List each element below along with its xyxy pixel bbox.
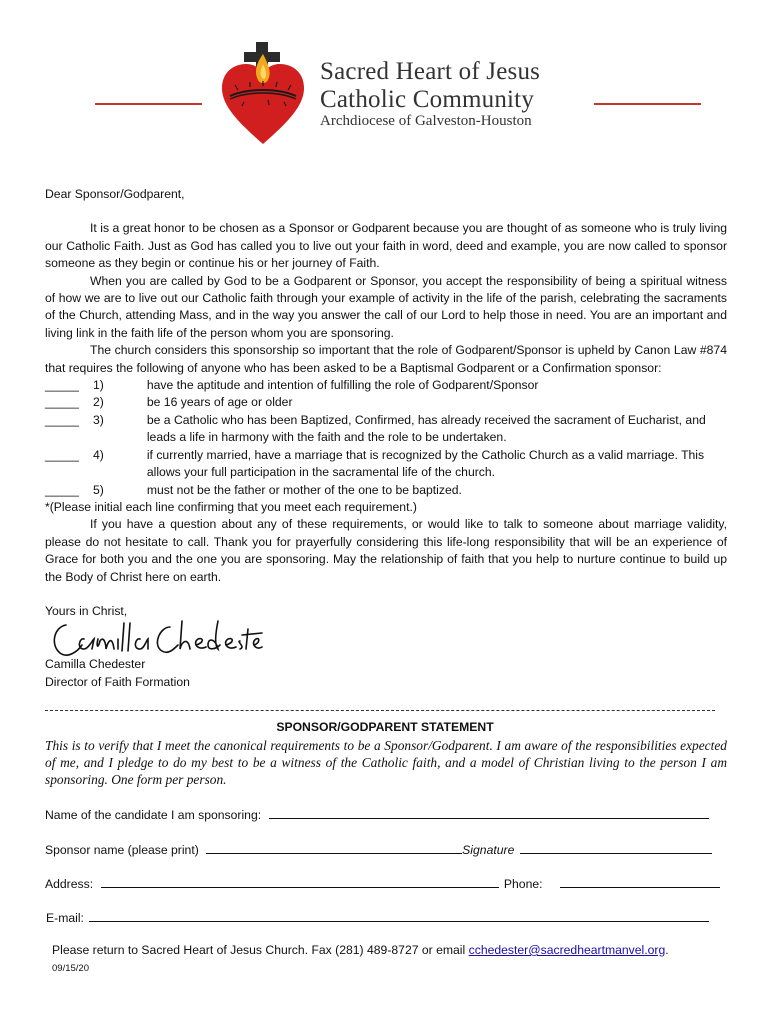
initial-blank[interactable]: _____ bbox=[45, 378, 79, 393]
org-name-line2: Catholic Community bbox=[320, 86, 535, 113]
email-label: E-mail: bbox=[46, 911, 84, 925]
form-date: 09/15/20 bbox=[52, 963, 89, 974]
requirement-text: must not be the father or mother of the one to be baptized. bbox=[146, 482, 462, 497]
candidate-field[interactable] bbox=[269, 805, 709, 819]
initial-blank[interactable]: _____ bbox=[45, 412, 79, 427]
requirement-text: be a Catholic who has been Baptized, Confirmed, has already received the sacrament of Eucharist, and leads a life in harmony with the faith and the role to be undertaken. bbox=[146, 412, 706, 445]
paragraph-4: If you have a question about any of these requirements, or would like to talk to someone about marriage validity, please do not hesitate to call. Thank you for prayerfully considering this life-long responsibility that will be an experience of Grace for both you and the one you are sponsoring. May the relationship of faith that you help to nurture continue to build up the Body of Christ here on earth. bbox=[45, 517, 727, 584]
statement-text: This is to verify that I meet the canonical requirements to be a Sponsor/Godparent. I am aware of the responsibilities expected of me, and I pledge to do my best to be a witness of the Catholic faith, and a model of Christian living to the person I am sponsoring. One form per person. bbox=[45, 738, 727, 787]
return-email-link[interactable]: cchedester@sacredheartmanvel.org bbox=[468, 943, 666, 957]
salutation: Dear Sponsor/Godparent, bbox=[45, 187, 185, 201]
phone-field[interactable] bbox=[560, 874, 720, 888]
requirement-text: if currently married, have a marriage that is recognized by the Catholic Church as a valid marriage. This allows your full participation in the sacramental life of the church. bbox=[146, 447, 705, 480]
requirement-item bbox=[45, 394, 727, 411]
candidate-label: Name of the candidate I am sponsoring: bbox=[45, 808, 262, 822]
sacred-heart-cross-icon bbox=[218, 40, 308, 152]
requirement-text: have the aptitude and intention of fulfilling the role of Godparent/Sponsor bbox=[146, 378, 539, 393]
requirement-number: 2) bbox=[93, 395, 104, 410]
address-row bbox=[45, 874, 720, 891]
signer-title: Director of Faith Formation bbox=[45, 675, 190, 689]
requirement-number: 3) bbox=[93, 412, 104, 427]
email-row bbox=[46, 908, 709, 925]
header-rule-right bbox=[594, 103, 701, 105]
requirement-number: 1) bbox=[93, 378, 104, 393]
paragraph-3: The church considers this sponsorship so important that the role of Godparent/Sponsor is upheld by Canon Law #874 that requires the following of anyone who has been asked to be a Baptismal Godparent or a Confirmation sponsor: bbox=[45, 343, 727, 375]
sponsor-label: Sponsor name (please print) bbox=[45, 843, 199, 857]
initial-blank[interactable]: _____ bbox=[45, 482, 79, 497]
signature-image bbox=[48, 615, 263, 661]
requirement-number: 4) bbox=[93, 447, 104, 462]
phone-label: Phone: bbox=[503, 877, 543, 891]
initial-note: *(Please initial each line confirming that you meet each requirement.) bbox=[45, 499, 417, 514]
sponsor-row bbox=[45, 840, 712, 857]
address-field[interactable] bbox=[101, 874, 499, 888]
initial-blank[interactable]: _____ bbox=[45, 447, 79, 462]
address-label: Address: bbox=[45, 877, 94, 891]
sponsor-name-field[interactable] bbox=[206, 840, 462, 854]
org-archdiocese: Archdiocese of Galveston-Houston bbox=[320, 113, 532, 129]
cut-line bbox=[45, 710, 715, 711]
signature-label: Signature bbox=[462, 843, 515, 857]
initial-blank[interactable]: _____ bbox=[45, 395, 79, 410]
requirement-item bbox=[45, 447, 727, 482]
closing: Yours in Christ, bbox=[45, 603, 128, 618]
requirement-item bbox=[45, 412, 727, 447]
email-field[interactable] bbox=[89, 908, 709, 922]
return-text: Please return to Sacred Heart of Jesus Church. Fax (281) 489-8727 or email bbox=[52, 943, 466, 957]
return-instructions bbox=[52, 943, 669, 957]
signer-name: Camilla Chedester bbox=[45, 657, 146, 671]
letter-body bbox=[45, 186, 727, 620]
signature-field[interactable] bbox=[520, 840, 712, 854]
requirement-item bbox=[45, 482, 727, 499]
candidate-row bbox=[45, 805, 709, 822]
requirement-number: 5) bbox=[93, 482, 104, 497]
requirement-text: be 16 years of age or older bbox=[146, 395, 293, 410]
statement-title: SPONSOR/GODPARENT STATEMENT bbox=[276, 720, 494, 734]
paragraph-1: It is a great honor to be chosen as a Sponsor or Godparent because you are thought of as someone who is truly living our Catholic Faith. Just as God has called you to live out your faith in word, deed and example, you are now called to sponsor someone as they begin or continue his or her journey of Faith. bbox=[45, 221, 727, 271]
header-rule-left bbox=[95, 103, 202, 105]
org-name-line1: Sacred Heart of Jesus bbox=[320, 58, 541, 85]
paragraph-2: When you are called by God to be a Godparent or Sponsor, you accept the responsibility of being a spiritual witness of how we are to live out our Catholic faith through your example of activity in the life of the parish, celebrating the sacraments of the Church, attending Mass, and in the way you answer the call of our Lord to help those in need. You are an important and living link in the faith life of the person whom you are sponsoring. bbox=[45, 273, 727, 340]
requirement-item bbox=[45, 377, 727, 394]
return-end: . bbox=[665, 943, 669, 957]
